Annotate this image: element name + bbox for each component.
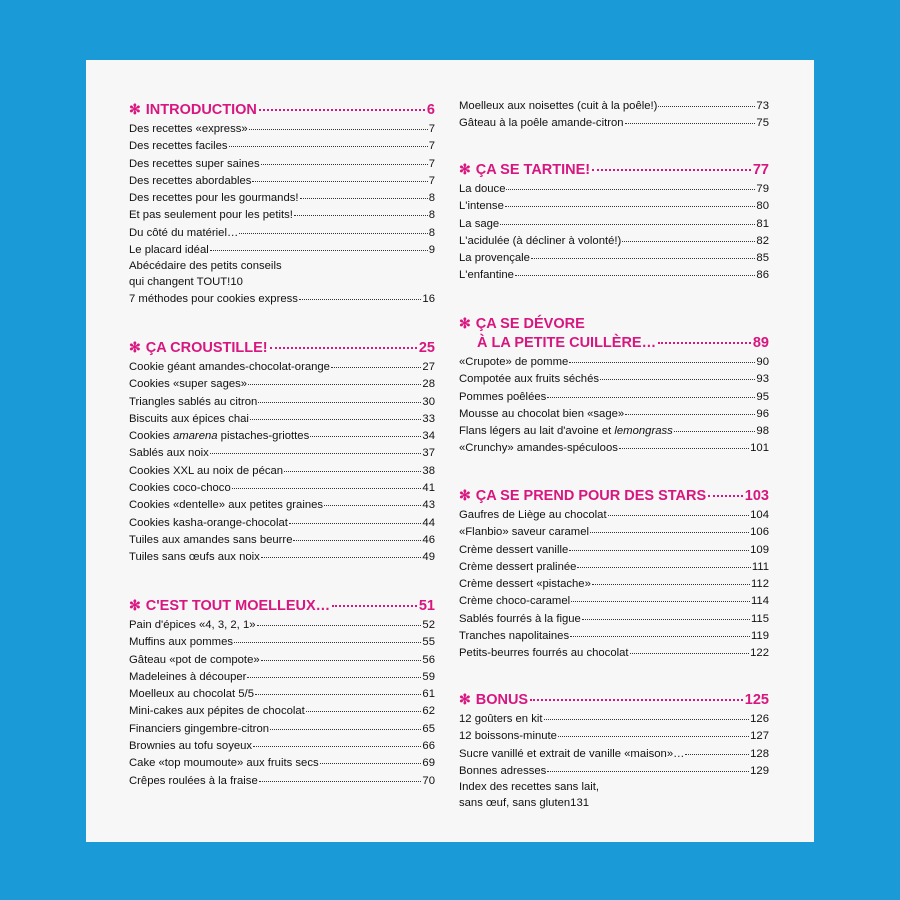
toc-entry-page: 109 (750, 543, 769, 556)
section-moelleux (129, 596, 435, 790)
toc-entry-page: 49 (422, 551, 435, 564)
toc-entry-page: 111 (751, 560, 769, 573)
toc-entry-page: 43 (422, 499, 435, 512)
toc-entry (129, 156, 435, 173)
toc-entry-title: Gâteau à la poêle amande-citron (459, 117, 624, 130)
toc-entry (129, 515, 435, 532)
toc-entry-title: Des recettes «express» (129, 123, 248, 135)
asterisk-icon: ✻ (129, 339, 141, 355)
toc-entry (129, 703, 435, 720)
toc-page (86, 60, 814, 842)
toc-entry (459, 576, 769, 593)
toc-entry-title: Brownies au tofu soyeux (129, 740, 253, 753)
toc-entry-title: Moelleux au chocolat 5/5 (129, 688, 254, 701)
toc-entry-title: La provençale (459, 252, 530, 265)
toc-entry-title: «Crupote» de pomme (459, 356, 569, 368)
toc-entry (129, 259, 435, 291)
toc-entry-title: Des recettes faciles (129, 140, 228, 153)
toc-entry-page: 75 (756, 117, 769, 130)
toc-entry-title: Cookies amarena pistaches-griottes (129, 430, 310, 443)
toc-entry-page: 101 (750, 442, 769, 455)
toc-entry-title: Des recettes super saines (129, 157, 260, 170)
toc-entry-title: La douce (459, 183, 506, 195)
toc-entry-page: 122 (750, 647, 769, 660)
toc-entry-page: 28 (422, 378, 435, 391)
toc-entry-page: 128 (750, 747, 769, 760)
toc-entry (459, 542, 769, 559)
toc-entry-page: 7 (428, 123, 435, 135)
toc-entry-title: Cookies kasha-orange-chocolat (129, 516, 288, 529)
toc-entry-title: «Flanbio» saveur caramel (459, 526, 589, 539)
toc-entry-page: 16 (422, 293, 435, 306)
toc-entry-title: Cookies «super sages» (129, 378, 248, 391)
toc-entry (459, 507, 769, 524)
toc-entry (459, 98, 769, 115)
toc-entry (129, 394, 435, 411)
toc-entry (129, 721, 435, 738)
toc-entry-page: 70 (422, 774, 435, 787)
toc-entry-title: Tuiles aux amandes sans beurre (129, 533, 293, 546)
toc-entry-page: 131 (570, 797, 590, 810)
toc-entry-page: 119 (750, 630, 769, 643)
toc-entry-page: 30 (422, 395, 435, 408)
toc-entry-page: 93 (756, 373, 769, 386)
toc-entry-title: Cookie géant amandes-chocolat-orange (129, 361, 330, 373)
toc-entry (459, 115, 769, 132)
toc-entry-title: 7 méthodes pour cookies express (129, 293, 298, 306)
toc-entry-title: Compotée aux fruits séchés (459, 373, 600, 386)
toc-entry (459, 423, 769, 440)
toc-entry (459, 233, 769, 250)
toc-entry-title: Sablés fourrés à la figue (459, 612, 581, 625)
toc-entry (459, 371, 769, 388)
toc-entry (129, 463, 435, 480)
toc-entry-title-cont: sans œuf, sans gluten (459, 797, 571, 810)
toc-entry-title: Des recettes pour les gourmands! (129, 192, 299, 205)
toc-entry (459, 763, 769, 780)
asterisk-icon: ✻ (459, 161, 471, 177)
toc-entry-title: Petits-beurres fourrés au chocolat (459, 647, 629, 660)
toc-entry (459, 406, 769, 423)
toc-entry-page: 127 (750, 730, 769, 743)
toc-entry-title: Des recettes abordables (129, 174, 252, 187)
toc-entry-page: 7 (428, 174, 435, 187)
section-heading: ✻ ÇA SE TARTINE! 77 (459, 160, 769, 179)
toc-entry (459, 780, 769, 812)
toc-entry (459, 611, 769, 628)
toc-entry-page: 65 (422, 722, 435, 735)
toc-entry-title: Cake «top moumoute» aux fruits secs (129, 757, 319, 770)
toc-entry-title: Cookies coco-choco (129, 482, 231, 495)
toc-entry (459, 354, 769, 371)
section-heading: ✻ ÇA SE PREND POUR DES STARS 103 (459, 486, 769, 505)
toc-entry-page: 90 (756, 356, 769, 368)
toc-entry-page: 79 (756, 183, 769, 195)
toc-entry-title-cont: qui changent TOUT! (129, 276, 231, 289)
toc-entry-title: 12 goûters en kit (459, 713, 543, 725)
toc-entry-page: 9 (428, 244, 435, 257)
toc-entry-page: 81 (756, 217, 769, 230)
toc-entry-page: 33 (422, 412, 435, 425)
toc-entry-page: 96 (756, 407, 769, 420)
toc-entry (129, 359, 435, 376)
toc-entry-page: 56 (422, 653, 435, 666)
toc-entry-title: Crème dessert pralinée (459, 560, 577, 573)
asterisk-icon: ✻ (459, 691, 471, 707)
toc-entry-page: 66 (422, 740, 435, 753)
toc-entry-title: Du côté du matériel… (129, 226, 239, 239)
toc-entry (459, 267, 769, 284)
toc-entry (129, 411, 435, 428)
toc-entry (129, 376, 435, 393)
toc-entry-title: Crêpes roulées à la fraise (129, 774, 258, 787)
toc-entry-title: Gâteau «pot de compote» (129, 653, 260, 666)
toc-entry (129, 173, 435, 190)
toc-entry-title: Muffins aux pommes (129, 636, 234, 649)
toc-entry-page: 8 (428, 226, 435, 239)
toc-entry-page: 44 (422, 516, 435, 529)
section-heading: ✻ INTRODUCTION 6 (129, 100, 435, 119)
section-introduction (129, 100, 435, 309)
asterisk-icon: ✻ (459, 315, 471, 331)
toc-entry-title: Mousse au chocolat bien «sage» (459, 407, 625, 420)
toc-entry-page: 114 (750, 595, 769, 608)
toc-entry (129, 225, 435, 242)
asterisk-icon: ✻ (459, 487, 471, 503)
toc-entry (129, 549, 435, 566)
toc-entry-title: Tranches napolitaines (459, 630, 570, 643)
toc-entry (129, 497, 435, 514)
toc-entry (129, 445, 435, 462)
toc-entry-page: 8 (428, 192, 435, 205)
toc-entry-page: 69 (422, 757, 435, 770)
section-heading: ✻ BONUS 125 (459, 690, 769, 709)
toc-entry-title: Financiers gingembre-citron (129, 722, 270, 735)
toc-entry-page: 55 (422, 636, 435, 649)
toc-entry (459, 593, 769, 610)
toc-entry-title: Pommes poêlées (459, 390, 547, 403)
toc-entry-page: 59 (422, 670, 435, 683)
toc-entry (129, 428, 435, 445)
toc-entry (459, 711, 769, 728)
toc-entry (459, 389, 769, 406)
toc-entry (129, 617, 435, 634)
asterisk-icon: ✻ (129, 597, 141, 613)
toc-entry-title: Bonnes adresses (459, 764, 547, 777)
toc-entry-title: Moelleux aux noisettes (cuit à la poêle!) (459, 100, 658, 112)
toc-entry (459, 524, 769, 541)
toc-entry (459, 628, 769, 645)
toc-entry-page: 38 (422, 464, 435, 477)
toc-entry-page: 52 (422, 619, 435, 631)
asterisk-icon: ✻ (129, 101, 141, 117)
toc-entry-title: Madeleines à découper (129, 670, 247, 683)
toc-entry-page: 73 (756, 100, 769, 112)
toc-entry (459, 440, 769, 457)
section-heading: ✻ ÇA CROUSTILLE! 25 (129, 338, 435, 357)
toc-entry (129, 207, 435, 224)
toc-entry-page: 27 (422, 361, 435, 373)
toc-entry (129, 738, 435, 755)
section-croustille (129, 338, 435, 567)
toc-entry-title: Index des recettes sans lait, (459, 781, 600, 794)
section-moelleux-continued (459, 98, 769, 133)
toc-entry (129, 242, 435, 259)
section-heading: ✻ ÇA SE DÉVORE À LA PETITE CUILLÈRE… 89 (459, 315, 769, 351)
toc-entry-page: 86 (756, 269, 769, 282)
toc-entry-title: L'enfantine (459, 269, 514, 282)
toc-entry (129, 190, 435, 207)
section-devore (459, 314, 769, 458)
toc-entry-page: 85 (756, 252, 769, 265)
toc-entry-title: Tuiles sans œufs aux noix (129, 551, 260, 564)
toc-entry (129, 634, 435, 651)
toc-entry-page: 8 (428, 209, 435, 222)
toc-entry-page: 61 (422, 688, 435, 701)
toc-entry (459, 645, 769, 662)
toc-entry (459, 250, 769, 267)
toc-entry (459, 198, 769, 215)
toc-entry-title: Biscuits aux épices chai (129, 412, 249, 425)
toc-entry (129, 138, 435, 155)
toc-entry (459, 216, 769, 233)
toc-entry-title: Cookies XXL au noix de pécan (129, 464, 284, 477)
toc-entry-title: 12 boissons-minute (459, 730, 557, 743)
toc-entry (129, 669, 435, 686)
toc-entry-page: 10 (230, 276, 243, 289)
toc-entry (459, 181, 769, 198)
toc-entry (129, 773, 435, 790)
toc-entry-page: 104 (750, 509, 769, 521)
toc-entry-page: 41 (422, 482, 435, 495)
toc-entry-page: 7 (428, 157, 435, 170)
toc-entry (129, 291, 435, 308)
section-stars (459, 486, 769, 663)
toc-entry-title: Et pas seulement pour les petits! (129, 209, 293, 222)
toc-entry-page: 126 (750, 713, 769, 725)
toc-entry-title: Le placard idéal (129, 244, 209, 257)
toc-entry (129, 532, 435, 549)
toc-entry-title: «Crunchy» amandes-spéculoos (459, 442, 618, 455)
toc-entry-page: 34 (422, 430, 435, 443)
toc-entry-title: Abécédaire des petits conseils (129, 260, 282, 273)
toc-entry (129, 480, 435, 497)
section-heading: ✻ C'EST TOUT MOELLEUX… 51 (129, 596, 435, 615)
toc-entry-page: 112 (750, 578, 769, 591)
toc-entry-page: 129 (750, 764, 769, 777)
toc-entry (129, 652, 435, 669)
toc-entry-page: 46 (422, 533, 435, 546)
toc-entry-title: L'intense (459, 200, 504, 213)
toc-entry-title: Mini-cakes aux pépites de chocolat (129, 705, 305, 718)
toc-entry-page: 80 (756, 200, 769, 213)
toc-entry-title: Crème choco-caramel (459, 595, 571, 608)
toc-entry-title: Flans légers au lait d'avoine et lemongrass (459, 425, 673, 438)
toc-entry-page: 115 (750, 612, 769, 625)
toc-entry-title: Triangles sablés au citron (129, 395, 258, 408)
toc-entry (459, 559, 769, 576)
toc-entry-title: L'acidulée (à décliner à volonté!) (459, 234, 622, 247)
toc-entry-title: Sucre vanillé et extrait de vanille «maison»… (459, 747, 685, 760)
toc-entry (129, 755, 435, 772)
toc-entry-page: 7 (428, 140, 435, 153)
toc-entry-page: 37 (422, 447, 435, 460)
toc-entry-title: La sage (459, 217, 500, 230)
toc-entry-page: 82 (756, 234, 769, 247)
toc-entry-title: Pain d'épices «4, 3, 2, 1» (129, 619, 256, 631)
section-bonus (459, 690, 769, 812)
toc-entry (129, 121, 435, 138)
toc-entry-page: 95 (756, 390, 769, 403)
toc-entry-page: 62 (422, 705, 435, 718)
toc-entry (459, 728, 769, 745)
toc-entry-title: Sablés aux noix (129, 447, 209, 460)
toc-entry (129, 686, 435, 703)
toc-entry-title: Cookies «dentelle» aux petites graines (129, 499, 324, 512)
toc-entry-title: Gaufres de Liège au chocolat (459, 509, 607, 521)
toc-entry-title: Crème dessert vanille (459, 543, 569, 556)
toc-entry (459, 746, 769, 763)
toc-entry-title: Crème dessert «pistache» (459, 578, 591, 591)
toc-entry-page: 98 (756, 425, 769, 438)
toc-entry-page: 106 (750, 526, 769, 539)
section-tartine (459, 160, 769, 285)
